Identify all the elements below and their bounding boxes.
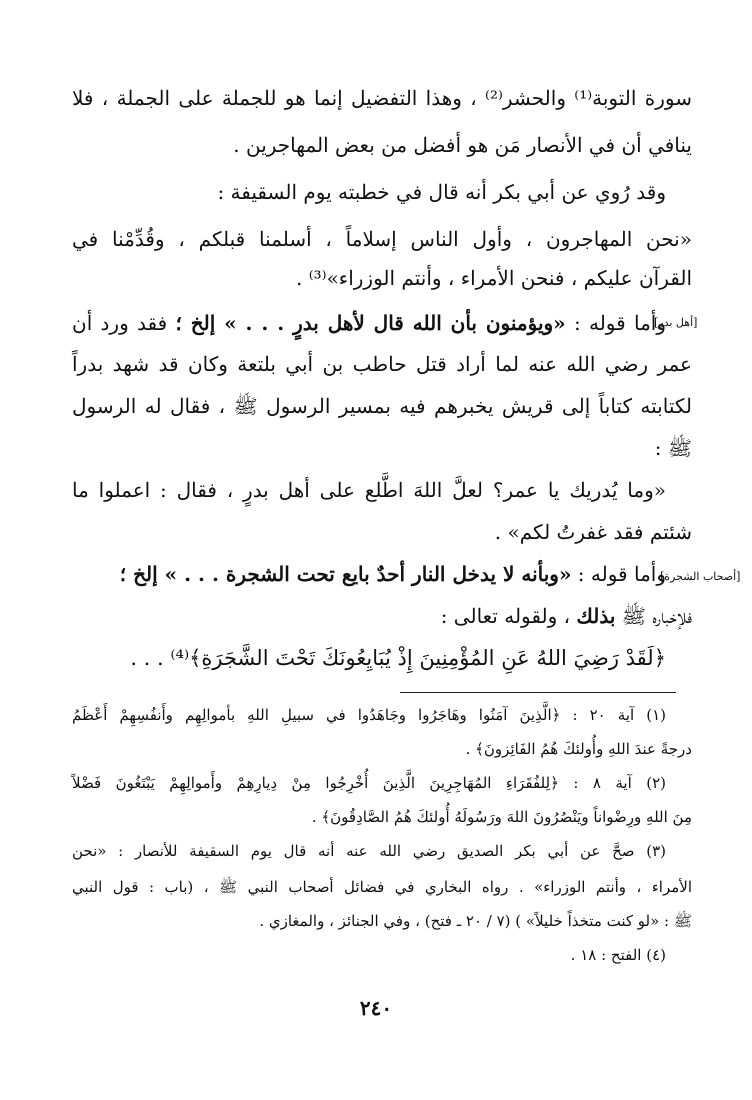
footnote-line: ﷺ : «لو كنت متخذاً خليلاً» ) (٧ / ٢٠ ـ فتح) ، وفي الجنائز ، والمغازي . — [259, 912, 692, 930]
footnote-line: (٢) آية ٨ : ﴿لِلفُقَرَاءِ المُهَاجِرِينَ الَّذِينَ أُخْرِجُوا مِنْ دِيارِهِمْ وأَموالِهِمْ يَبْتَغُونَ فَضْلاً — [72, 774, 666, 792]
quoted-phrase: «وبأنه لا يدخل النار أحدٌ بايع تحت الشجرة . . . » إلخ ؛ — [119, 562, 572, 586]
body-text: ، ولقوله تعالى : — [440, 604, 577, 628]
body-line: سورة التوبة⁽¹⁾ والحشر⁽²⁾ ، وهذا التفضيل إنما هو للجملة على الجملة ، فلا — [72, 86, 692, 110]
body-line: «نحن المهاجرون ، وأول الناس إسلاماً ، أسلمنا قبلكم ، وقُدِّمْنا في — [72, 227, 692, 251]
body-text: فلإخباره ﷺ — [615, 604, 692, 628]
footnote-line: درجةً عندَ اللهِ وأُولئكَ هُمُ الفَائِزونَ﴾ . — [465, 740, 692, 758]
body-text: فقد ورد أن — [72, 311, 176, 335]
body-line: وقد رُوي عن أبي بكر أنه قال في خطبته يوم السقيفة : — [217, 180, 666, 204]
margin-note-ahl-badr: [أهل بدر] — [654, 316, 698, 329]
body-text: وأما قوله : — [571, 562, 666, 586]
footnote-line: (٣) صحَّ عن أبي بكر الصديق رضي الله عنه أنه قال يوم السقيفة للأنصار : «نحن — [72, 842, 666, 860]
footnote-line: (١) آية ٢٠ : ﴿الَّذِينَ آمَنُوا وهَاجَرُوا وجَاهَدُوا في سبيلِ اللهِ بأموالِهِم وأَنفُسِهِمْ أَعْظَمُ — [72, 706, 666, 724]
footnote-line: (٤) الفتح : ١٨ . — [570, 946, 666, 964]
footnotes — [72, 0, 692, 1000]
body-line: «وما يُدريك يا عمر؟ لعلَّ اللهَ اطَّلع على أهل بدرٍ ، فقال : اعملوا ما — [72, 478, 666, 502]
footnote-line: مِنَ اللهِ ورِضْواناً ويَنْصُرُونَ اللهَ ورَسُولَهُ أُولئكَ هُمُ الصَّادِقُونَ﴾ . — [311, 808, 692, 826]
body-line: ﷺ : — [654, 436, 692, 460]
body-line: القرآن عليكم ، فنحن الأمراء ، وأنتم الوزراء»⁽³⁾ . — [295, 266, 692, 290]
quran-verse: ﴿لَقَدْ رَضِيَ اللهُ عَنِ المُؤْمِنِينَ إِذْ يُبَايِعُونَكَ تَحْتَ الشَّجَرَةِ﴾⁽⁴⁾ . . . — [130, 646, 666, 670]
quoted-phrase: «ويؤمنون بأن الله قال لأهل بدرٍ . . . » إلخ ؛ — [175, 311, 566, 335]
body-line: شئتم فقد غفرتُ لكم» . — [494, 520, 692, 544]
margin-note-ashab-alshajara: [أصحاب الشجرة] — [660, 570, 741, 583]
body-line: ينافي أن في الأنصار مَن هو أفضل من بعض المهاجرين . — [233, 133, 692, 157]
page-number: ٢٤٠ — [359, 996, 393, 1020]
body-text: وأما قوله : — [565, 311, 666, 335]
footnote-line: الأمراء ، وأنتم الوزراء» . رواه البخاري في فضائل أصحاب النبي ﷺ ، (باب : قول النبي — [72, 878, 692, 896]
body-line: لكتابته كتاباً إلى قريش يخبرهم فيه بمسير الرسول ﷺ ، فقال له الرسول — [72, 394, 692, 418]
body-line: عمر رضي الله عنه لما أراد قتل حاطب بن أبي بلتعة وكان قد شهد بدراً — [72, 352, 692, 376]
emphasis: بذلك — [576, 604, 616, 628]
